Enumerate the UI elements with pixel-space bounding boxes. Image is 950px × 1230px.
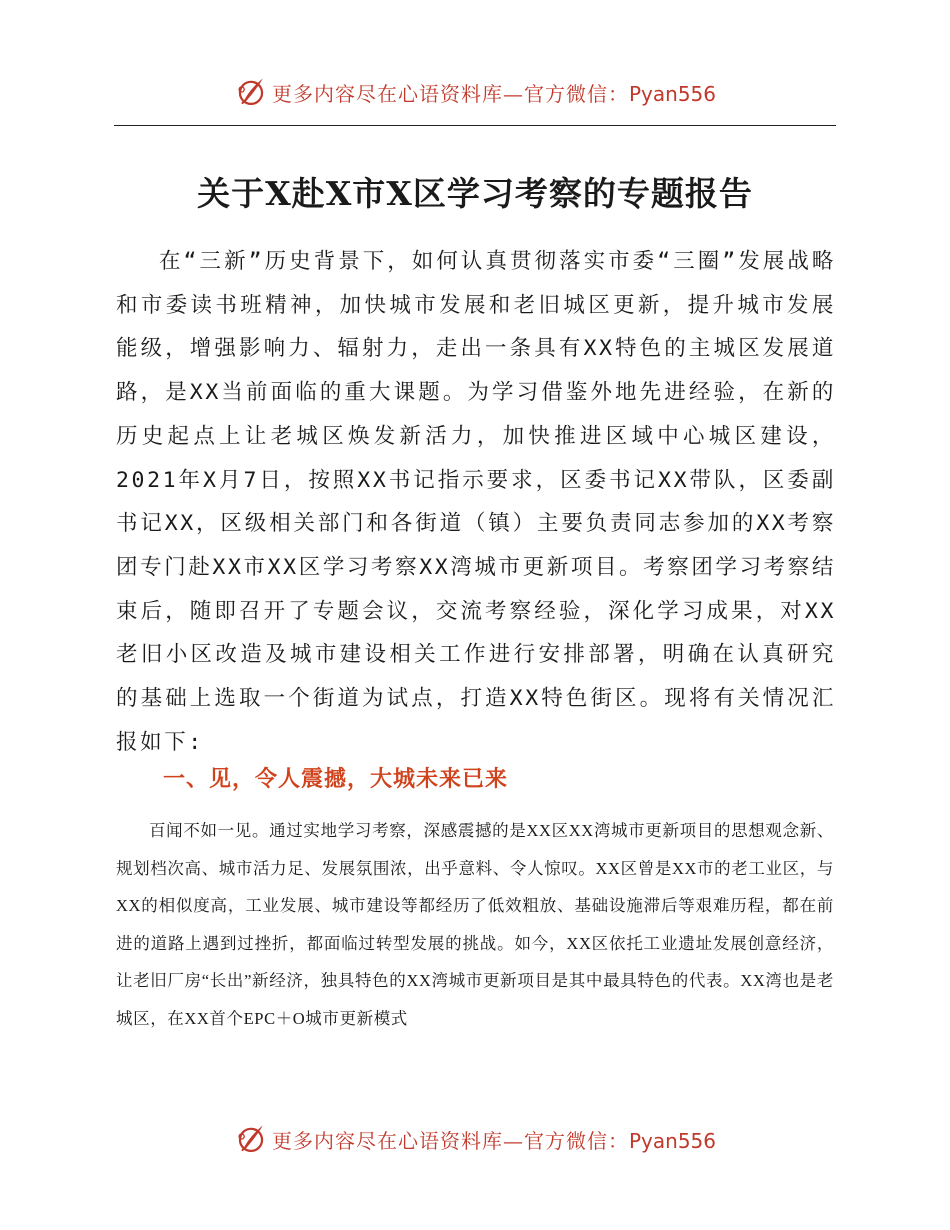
header-watermark [0, 70, 950, 114]
quill-logo-icon [234, 75, 268, 109]
document-title: 关于X赴X市X区学习考察的专题报告 [197, 174, 753, 213]
footer-watermark [0, 1117, 950, 1161]
lead-paragraph: 在“三新”历史背景下，如何认真贯彻落实市委“三圈”发展战略和市委读书班精神，加快城市发展和老旧城区更新，提升城市发展能级，增强影响力、辐射力，走出一条具有XX特色的主城区发展道路，是XX当前面临的重大课题。为学习借鉴外地先进经验，在新的历史起点上让老城区焕发新活力，加快推进区域中心城区建设，2021年X月7日，按照XX书记指示要求，区委书记XX带队，区委副书记XX，区级相关部门和各街道（镇）主要负责同志参加的XX考察团专门赴XX市XX区学习考察XX湾城市更新项目。考察团学习考察结束后，随即召开了专题会议，交流考察经验，深化学习成果，对XX老旧小区改造及城市建设相关工作进行安排部署，明确在认真研究的基础上选取一个街道为试点，打造XX特色街区。现将有关情况汇报如下: [116, 249, 836, 755]
watermark-wechat-id: Pyan556 [628, 81, 716, 106]
section-1-paragraph: 百闻不如一见。通过实地学习考察，深感震撼的是XX区XX湾城市更新项目的思想观念新、规划档次高、城市活力足、发展氛围浓，出乎意料、令人惊叹。XX区曾是XX市的老工业区，与XX的相似度高，工业发展、城市建设等都经历了低效粗放、基础设施滞后等艰难历程，都在前进的道路上遇到过挫折，都面临过转型发展的挑战。如今，XX区依托工业遗址发展创意经济，让老旧厂房“长出”新经济，独具特色的XX湾城市更新项目是其中最具特色的代表。XX湾也是老城区，在XX首个EPC＋O城市更新模式 [116, 821, 834, 1028]
section-heading-1: 一、见，令人震撼，大城未来已来 [163, 767, 509, 792]
watermark-text-cn: 更多内容尽在心语资料库—官方微信： [271, 81, 629, 106]
header-rule [114, 125, 836, 126]
watermark-text-cn: 更多内容尽在心语资料库—官方微信： [271, 1128, 629, 1153]
watermark-text [272, 78, 716, 107]
watermark-text [272, 1125, 716, 1154]
quill-logo-icon [234, 1122, 268, 1156]
watermark-wechat-id: Pyan556 [628, 1128, 716, 1153]
